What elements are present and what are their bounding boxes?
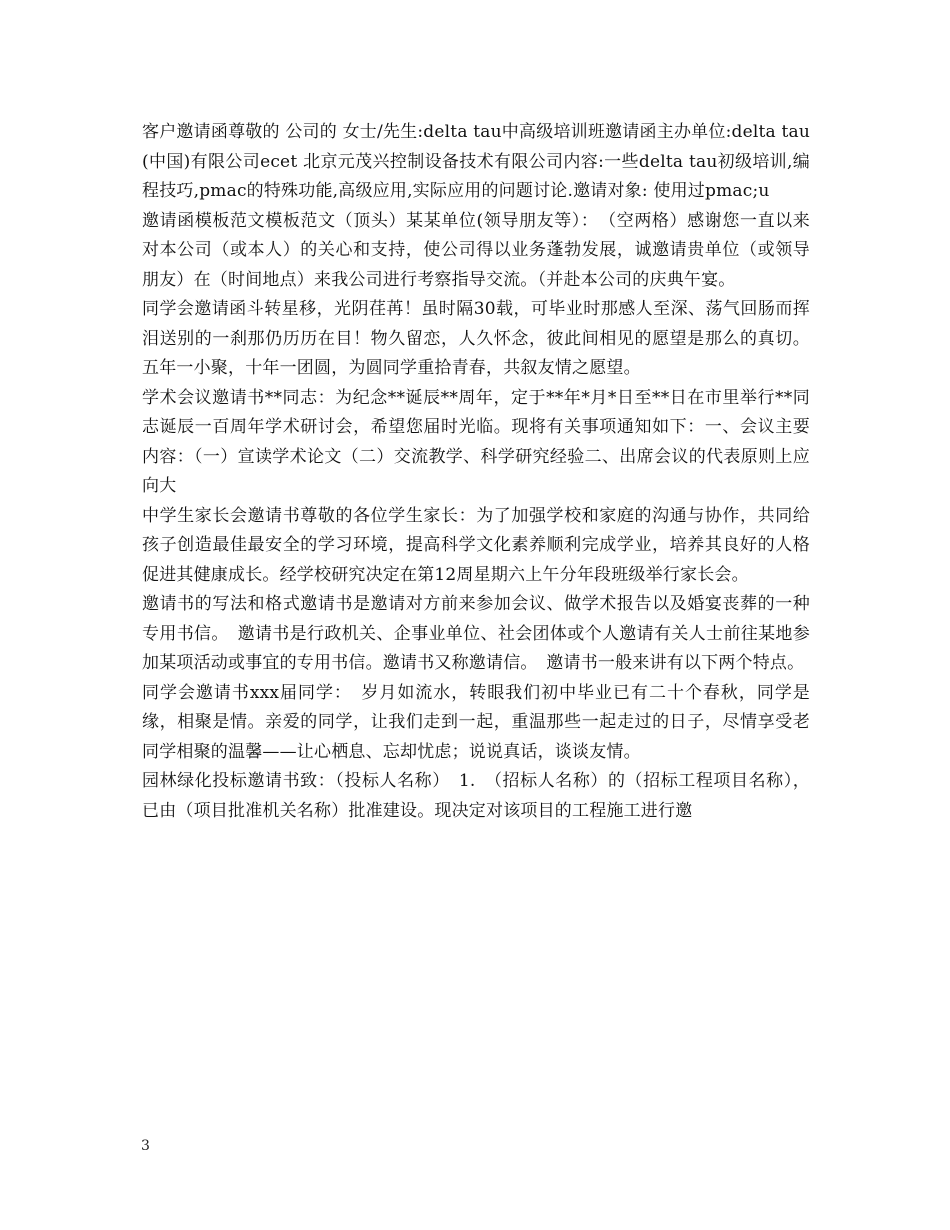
paragraph-academic-conference: 学术会议邀请书**同志：为纪念**诞辰**周年，定于**年*月*日至**日在市里举行**同志诞辰一百周年学术研讨会，希望您届时光临。现将有关事项通知如下：一、会议主要内容：（一）宣读学术论文（二）交流教学、科学研究经验二、出席会议的代表原则上应向大 bbox=[142, 387, 810, 496]
paragraph-alumni-invitation: 同学会邀请书xxx届同学： 岁月如流水，转眼我们初中毕业已有二十个春秋，同学是缘，相聚是情。亲爱的同学，让我们走到一起，重温那些一起走过的日子，尽情享受老同学相聚的温馨——让心栖息、忘却忧虑；说说真话，谈谈友情。 bbox=[142, 682, 810, 762]
page-number: 3 bbox=[141, 1138, 150, 1154]
paragraph-class-reunion: 同学会邀请函斗转星移，光阴荏苒！虽时隔30载，可毕业时那感人至深、荡气回肠而挥泪送别的一刹那仍历历在目！物久留恋，人久怀念，彼此间相见的愿望是那么的真切。五年一小聚，十年一团圆，为圆同学重拾青春，共叙友情之愿望。 bbox=[142, 299, 810, 378]
paragraph-invitation-template: 邀请函模板范文模板范文（顶头）某某单位(领导朋友等）： （空两格）感谢您一直以来对本公司（或本人）的关心和支持，使公司得以业务蓬勃发展，诚邀请贵单位（或领导朋友）在（时间地点）来我公司进行考察指导交流。（并赴本公司的庆典午宴。 bbox=[142, 210, 810, 290]
paragraph-landscaping-bid: 园林绿化投标邀请书致：（投标人名称） 1. （招标人名称）的（招标工程项目名称），已由（项目批准机关名称）批准建设。现决定对该项目的工程施工进行邀 bbox=[142, 771, 810, 821]
document-body bbox=[142, 118, 810, 826]
paragraph-invitation-format: 邀请书的写法和格式邀请书是邀请对方前来参加会议、做学术报告以及婚宴丧葬的一种专用书信。 邀请书是行政机关、企事业单位、社会团体或个人邀请有关人士前往某地参加某项活动或事宜的专用书信。邀请书又称邀请信。 邀请书一般来讲有以下两个特点。 bbox=[142, 594, 810, 673]
paragraph-customer-invitation: 客户邀请函尊敬的 公司的 女士/先生:delta tau中高级培训班邀请函主办单位:delta tau (中国)有限公司ecet 北京元茂兴控制设备技术有限公司内容:一些delta tau初级培训,编程技巧,pmac的特殊功能,高级应用,实际应用的问题讨论.邀请对象: 使用过pmac;u bbox=[142, 122, 810, 201]
paragraph-parent-meeting: 中学生家长会邀请书尊敬的各位学生家长：为了加强学校和家庭的沟通与协作，共同给孩子创造最佳最安全的学习环境，提高科学文化素养顺利完成学业，培养其良好的人格促进其健康成长。经学校研究决定在第12周星期六上午分年段班级举行家长会。 bbox=[142, 505, 810, 585]
